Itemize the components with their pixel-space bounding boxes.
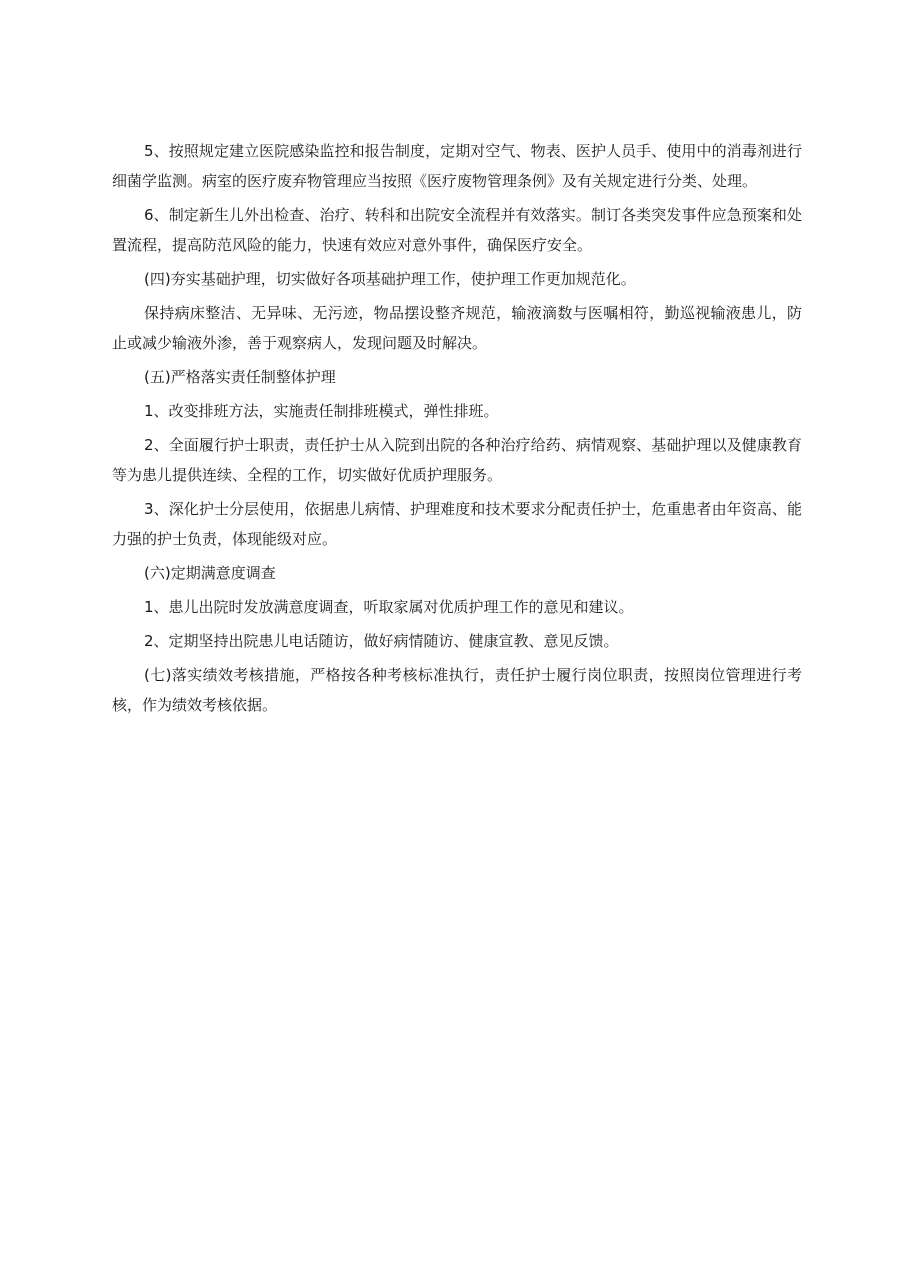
paragraph-discharge-survey: 1、患儿出院时发放满意度调查，听取家属对优质护理工作的意见和建议。 <box>144 598 634 616</box>
paragraph-phone-followup: 2、定期坚持出院患儿电话随访，做好病情随访、健康宣教、意见反馈。 <box>144 632 619 650</box>
paragraph-disinfection-monitoring: 5、按照规定建立医院感染监控和报告制度，定期对空气、物表、医护人员手、使用中的消毒剂进行细菌学监测。病室的医疗废弃物管理应当按照《医疗废物管理条例》及有关规定进行分类、处理。 <box>112 142 802 190</box>
section-heading-responsibility-nursing: (五)严格落实责任制整体护理 <box>144 368 336 386</box>
paragraph-tiered-nursing: 3、深化护士分层使用，依据患儿病情、护理难度和技术要求分配责任护士，危重患者由年资高、能力强的护士负责，体现能级对应。 <box>112 500 802 548</box>
paragraph-ward-care: 保持病床整洁、无异味、无污迹，物品摆设整齐规范，输液滴数与医嘱相符，勤巡视输液患儿，防止或减少输液外渗，善于观察病人，发现问题及时解决。 <box>112 304 802 352</box>
section-heading-performance-assessment: (七)落实绩效考核措施，严格按各种考核标准执行，责任护士履行岗位职责，按照岗位管理进行考核，作为绩效考核依据。 <box>112 666 802 714</box>
paragraph-nurse-duties: 2、全面履行护士职责，责任护士从入院到出院的各种治疗给药、病情观察、基础护理以及健康教育等为患儿提供连续、全程的工作，切实做好优质护理服务。 <box>112 436 802 484</box>
section-heading-satisfaction-survey: (六)定期满意度调查 <box>144 564 276 582</box>
document-body <box>112 136 802 724</box>
paragraph-newborn-safety: 6、制定新生儿外出检查、治疗、转科和出院安全流程并有效落实。制订各类突发事件应急预案和处置流程，提高防范风险的能力，快速有效应对意外事件，确保医疗安全。 <box>112 206 802 254</box>
section-heading-basic-nursing: (四)夯实基础护理，切实做好各项基础护理工作，使护理工作更加规范化。 <box>144 270 636 288</box>
paragraph-scheduling: 1、改变排班方法，实施责任制排班模式，弹性排班。 <box>144 402 499 420</box>
